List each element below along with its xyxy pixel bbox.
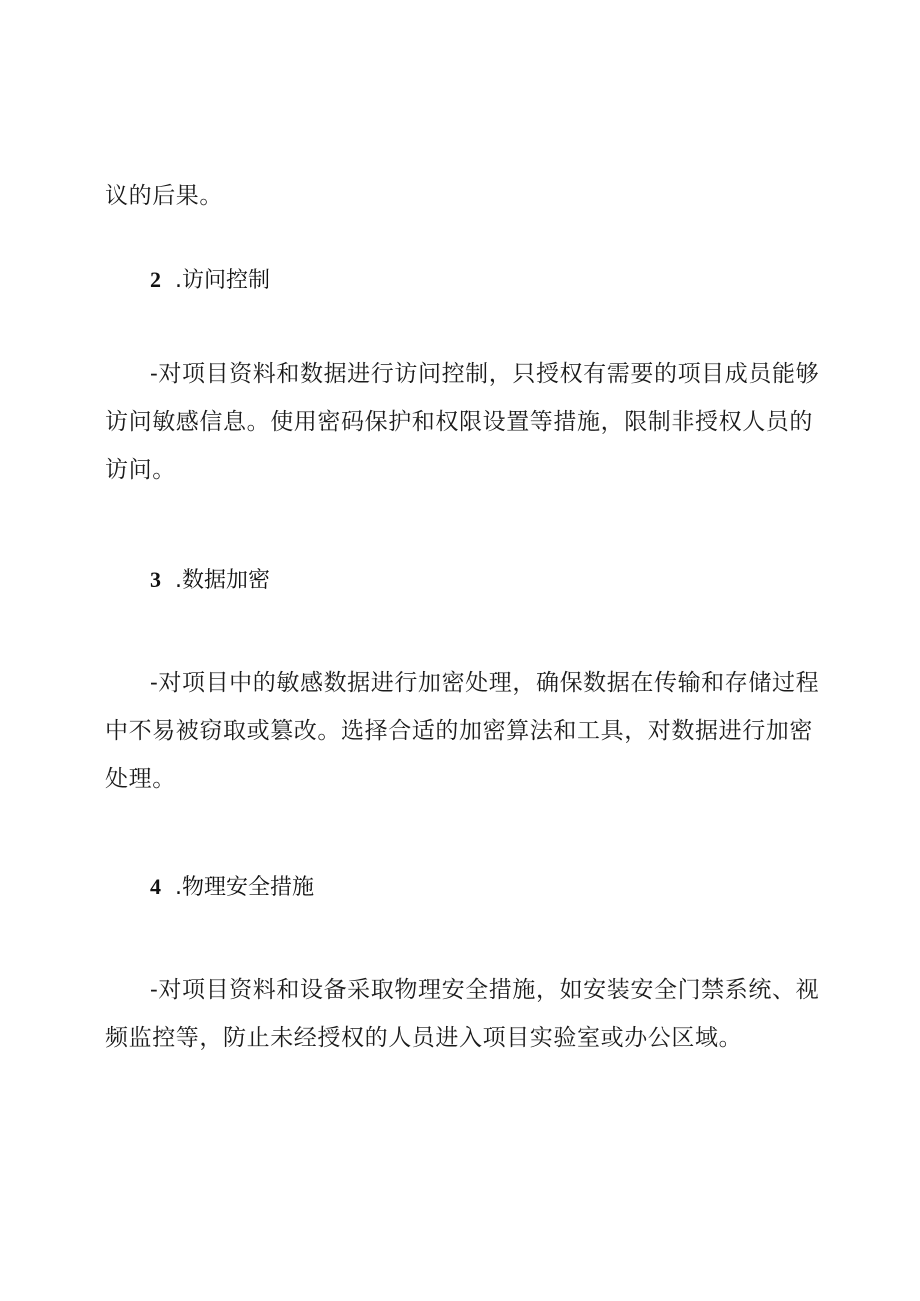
section-title: .访问控制 xyxy=(175,268,270,293)
paragraph-line: -对项目中的敏感数据进行加密处理，确保数据在传输和存储过程 xyxy=(150,670,820,696)
section-number: 3 xyxy=(150,567,161,592)
paragraph-line: 频监控等，防止未经授权的人员进入项目实验室或办公区域。 xyxy=(105,1025,743,1051)
paragraph-line: 中不易被窃取或篡改。选择合适的加密算法和工具，对数据进行加密 xyxy=(105,718,813,744)
section-title: .物理安全措施 xyxy=(175,875,314,900)
section-title: .数据加密 xyxy=(175,568,270,593)
section-heading-physical-security xyxy=(150,871,314,904)
section-heading-data-encryption xyxy=(150,564,270,597)
paragraph-line: 访问敏感信息。使用密码保护和权限设置等措施，限制非授权人员的 xyxy=(105,409,813,435)
section-heading-access-control xyxy=(150,264,270,297)
paragraph-line: -对项目资料和数据进行访问控制，只授权有需要的项目成员能够 xyxy=(150,361,820,387)
section-number: 4 xyxy=(150,874,161,899)
paragraph-line: 处理。 xyxy=(105,766,176,792)
paragraph-line: 访问。 xyxy=(105,457,176,483)
paragraph-line: -对项目资料和设备采取物理安全措施，如安装安全门禁系统、视 xyxy=(150,977,820,1003)
section-number: 2 xyxy=(150,267,161,292)
continuation-text: 议的后果。 xyxy=(105,183,223,209)
